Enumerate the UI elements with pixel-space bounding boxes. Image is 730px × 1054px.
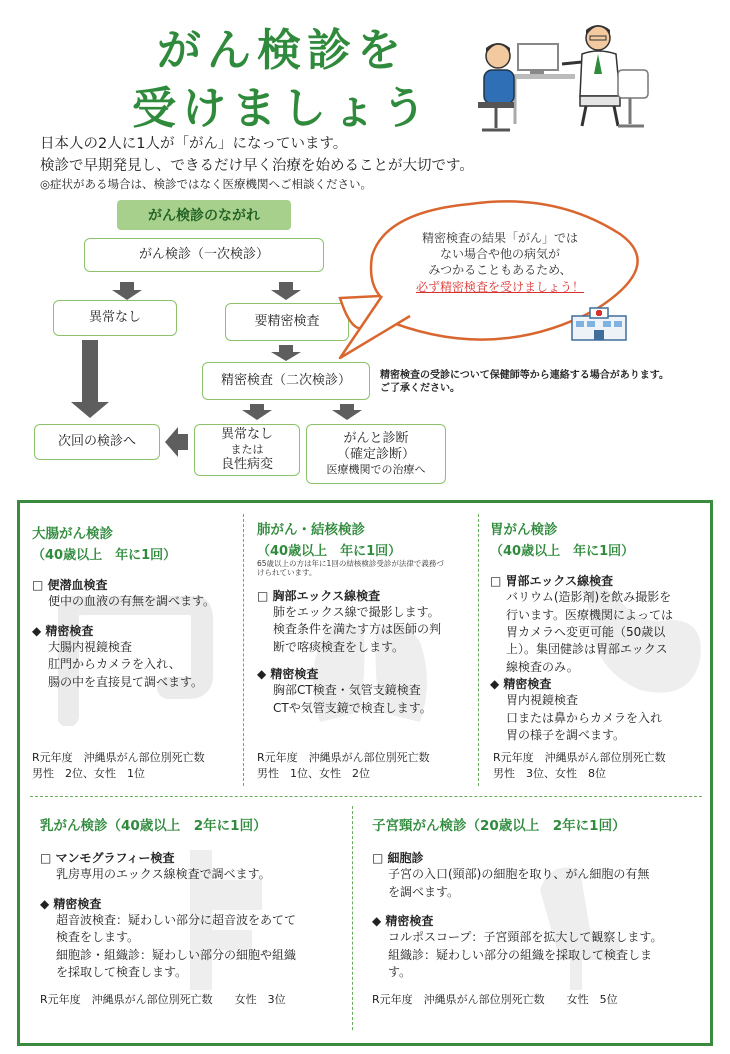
divider bbox=[30, 796, 702, 797]
arrow-left-icon bbox=[165, 427, 188, 457]
card-cervical-title: 子宮頸がん検診（20歳以上 2年に1回） bbox=[372, 818, 626, 834]
card-colon-title: 大腸がん検診 bbox=[32, 526, 113, 542]
card-stomach-item1-body-l4: 上）。集団健診は胃部エックス bbox=[506, 642, 668, 657]
doctor-consultation-illustration bbox=[470, 14, 660, 139]
card-colon-item2: ◆ 精密検査 bbox=[32, 623, 94, 638]
intro-note: ◎症状がある場合は、検診ではなく医療機関へご相談ください。 bbox=[40, 177, 373, 191]
card-stomach-item1: □ 胃部エックス線検査 bbox=[490, 574, 614, 588]
arrow-down-icon bbox=[271, 282, 301, 300]
flow-heading: がん検診のながれ bbox=[117, 200, 291, 230]
card-lung-frequency: （40歳以上 年に1回） bbox=[257, 544, 402, 559]
card-stomach-item2-body-l3: 胃の様子を調べます。 bbox=[506, 728, 626, 743]
card-stomach-item2-body-l1: 胃内視鏡検査 bbox=[506, 693, 579, 708]
card-colon-frequency: （40歳以上 年に1回） bbox=[32, 548, 177, 563]
bubble-line-3: みつかることもあるため、 bbox=[428, 263, 572, 278]
card-lung-note-l2: けられています。 bbox=[257, 568, 317, 578]
flow-cancer-l1: がんと診断 bbox=[343, 430, 409, 446]
arrow-down-icon bbox=[71, 340, 109, 418]
card-colon-item2-body-l3: 腸の中を直接見て調べます。 bbox=[48, 674, 204, 689]
flow-next-checkup-label: 次回の検診へ bbox=[57, 433, 136, 449]
flow-secondary-label: 精密検査（二次検診） bbox=[220, 372, 351, 388]
card-breast-item2: ◆ 精密検査 bbox=[40, 896, 102, 911]
bubble-line-1: 精密検査の結果「がん」では bbox=[421, 231, 578, 245]
card-stomach-stat-l2: 男性 3位、女性 8位 bbox=[493, 766, 606, 780]
contact-note-l1: 精密検査の受診について保健師等から連絡する場合があります。 bbox=[380, 370, 669, 381]
card-breast-stat: R元年度 沖縄県がん部位別死亡数 女性 3位 bbox=[40, 993, 286, 1006]
card-lung-item1-body-l1: 肺をエックス線で撮影します。 bbox=[273, 604, 440, 619]
flow-no-abnormality-label: 異常なし bbox=[88, 309, 141, 325]
card-cervical-item2-body-l3: す。 bbox=[388, 964, 412, 979]
arrow-down-icon bbox=[112, 282, 142, 300]
intro-line-1: 日本人の2人に1人が「がん」になっています。 bbox=[40, 136, 348, 152]
card-colon-stat-l2: 男性 2位、女性 1位 bbox=[32, 766, 145, 780]
card-breast-item2-body-l3: 細胞診・組織診：疑わしい部分の細胞や組織 bbox=[56, 947, 297, 962]
card-cervical-item1-body-l2: を調べます。 bbox=[388, 884, 460, 899]
card-breast-item2-body-l4: を採取して検査します。 bbox=[56, 964, 188, 979]
card-breast-item1-body: 乳房専用のエックス線検査で調べます。 bbox=[56, 867, 271, 882]
flow-cancer-l2: （確定診断） bbox=[336, 447, 415, 463]
divider bbox=[352, 806, 353, 1030]
flow-benign-l1: 異常なし bbox=[220, 426, 273, 442]
card-colon-item1: □ 便潜血検査 bbox=[32, 578, 108, 592]
card-lung bbox=[257, 518, 472, 717]
flow-benign-l2: または bbox=[230, 443, 264, 457]
arrow-down-icon bbox=[271, 345, 301, 361]
intro-line-2: 検診で早期発見し、できるだけ早く治療を始めることが大切です。 bbox=[40, 158, 474, 174]
bubble-text bbox=[385, 230, 615, 295]
card-lung-title: 肺がん・結核検診 bbox=[257, 522, 365, 538]
card-lung-stat-l1: R元年度 沖縄県がん部位別死亡数 bbox=[257, 751, 430, 764]
card-breast-stats bbox=[40, 992, 286, 1008]
card-lung-stats bbox=[257, 750, 430, 782]
flow-benign-l3: 良性病変 bbox=[220, 456, 273, 472]
card-cervical bbox=[372, 814, 702, 981]
card-lung-stat-l2: 男性 1位、女性 2位 bbox=[257, 766, 370, 780]
card-colon-stats bbox=[32, 750, 205, 782]
card-stomach-item1-body-l3: 胃カメラへ変更可能（50歳以 bbox=[506, 624, 666, 639]
card-lung-item1-body-l2: 検査条件を満たす方は医師の判 bbox=[273, 622, 442, 637]
card-cervical-stats bbox=[372, 992, 618, 1008]
card-colon-item2-body-l2: 肛門からカメラを入れ、 bbox=[48, 657, 181, 672]
card-breast-item2-body-l1: 超音波検査：疑わしい部分に超音波をあてて bbox=[56, 912, 297, 927]
card-cervical-stat: R元年度 沖縄県がん部位別死亡数 女性 5位 bbox=[372, 993, 618, 1006]
card-lung-item2: ◆ 精密検査 bbox=[257, 667, 319, 682]
divider bbox=[478, 514, 479, 786]
card-stomach-item2-body-l2: 口または鼻からカメラを入れ bbox=[506, 710, 663, 725]
card-stomach-frequency: （40歳以上 年に1回） bbox=[490, 544, 635, 559]
card-cervical-item1: □ 細胞診 bbox=[372, 851, 424, 865]
card-lung-item1-body-l3: 断で喀痰検査をします。 bbox=[273, 639, 405, 654]
page-title-line2: 受けましょう bbox=[132, 83, 432, 134]
flow-cancer-l3: 医療機関での治療へ bbox=[326, 463, 426, 477]
card-breast bbox=[40, 814, 346, 981]
card-cervical-item2-body-l1: コルポスコープ：子宮頸部を拡大して観察します。 bbox=[388, 930, 663, 945]
card-breast-item2-body-l2: 検査をします。 bbox=[56, 930, 140, 945]
card-stomach-stats bbox=[493, 750, 666, 782]
card-cervical-item2-body-l2: 組織診：疑わしい部分の組織を採取して検査しま bbox=[388, 947, 653, 962]
arrow-down-icon bbox=[332, 404, 362, 420]
card-cervical-item1-body-l1: 子宮の入口(頸部)の細胞を取り、がん細胞の有無 bbox=[388, 867, 650, 882]
card-stomach bbox=[490, 518, 705, 745]
card-stomach-stat-l1: R元年度 沖縄県がん部位別死亡数 bbox=[493, 751, 666, 764]
arrow-down-icon bbox=[242, 404, 272, 420]
contact-note bbox=[380, 370, 669, 395]
bubble-line-2: ない場合や他の病気が bbox=[439, 247, 560, 262]
card-lung-note-l1: 65歳以上の方は年に1回の結核検診受診が法律で義務づ bbox=[257, 559, 444, 568]
card-colon-stat-l1: R元年度 沖縄県がん部位別死亡数 bbox=[32, 751, 205, 764]
card-breast-item1: □ マンモグラフィー検査 bbox=[40, 851, 175, 865]
card-lung-item1: □ 胸部エックス線検査 bbox=[257, 588, 381, 603]
card-colon-item2-body-l1: 大腸内視鏡検査 bbox=[48, 639, 133, 654]
card-breast-title: 乳がん検診（40歳以上 2年に1回） bbox=[40, 818, 267, 834]
card-cervical-item2: ◆ 精密検査 bbox=[372, 913, 434, 928]
card-stomach-item1-body-l1: バリウム(造影剤)を飲み撮影を bbox=[506, 590, 672, 605]
contact-note-l2: ご了承ください。 bbox=[380, 382, 460, 394]
flow-need-detail-label: 要精密検査 bbox=[254, 313, 320, 329]
flow-primary-label: がん検診（一次検診） bbox=[138, 246, 269, 262]
bubble-line-4: 必ず精密検査を受けましょう！ bbox=[415, 279, 584, 294]
card-stomach-title: 胃がん検診 bbox=[490, 522, 558, 538]
hospital-icon bbox=[568, 306, 630, 342]
card-lung-item2-body-l2: CTや気管支鏡で検査します。 bbox=[273, 700, 432, 715]
card-colon bbox=[32, 522, 237, 691]
card-stomach-item1-body-l5: 線検査のみ。 bbox=[506, 659, 579, 674]
card-stomach-item1-body-l2: 行います。医療機関によっては bbox=[506, 607, 674, 622]
divider bbox=[243, 514, 244, 786]
card-stomach-item2: ◆ 精密検査 bbox=[490, 677, 552, 692]
card-lung-item2-body-l1: 胸部CT検査・気管支鏡検査 bbox=[273, 683, 421, 698]
page-title-line1: がん検診を bbox=[157, 25, 407, 76]
card-colon-item1-body: 便中の血液の有無を調べます。 bbox=[48, 594, 216, 609]
